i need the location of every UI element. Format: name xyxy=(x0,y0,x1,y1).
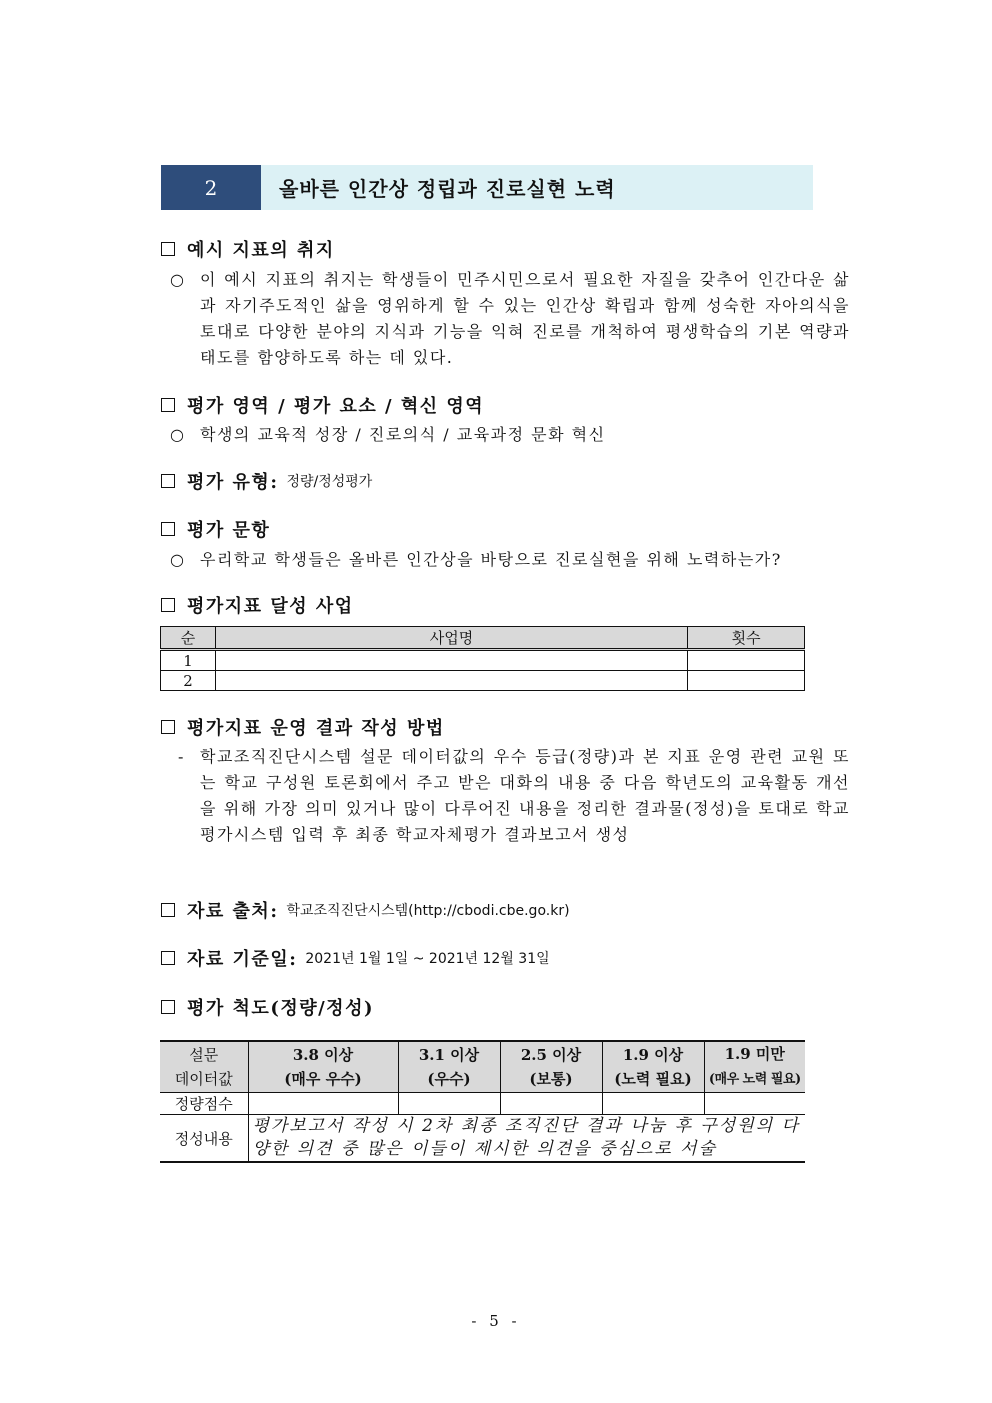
checkbox-square-icon xyxy=(161,474,175,488)
heading-purpose: 예시 지표의 취지 xyxy=(161,236,335,262)
purpose-paragraph: ○ 이 예시 지표의 취지는 학생들이 민주시민으로서 필요한 자질을 갖추어 인간다운 삶과 자기주도적인 삶을 영위하게 할 수 있는 인간상 확립과 함께 성숙한 자아의식을 토대로 다양한 분야의 지식과 기능을 익혀 진로를 개척하여 평생학습의 기본 역량과 태도를 함양하도록 하는 데 있다. xyxy=(170,267,850,371)
table-cell xyxy=(398,1093,500,1115)
table-cell xyxy=(688,671,805,691)
column-header: 순 xyxy=(161,627,216,650)
date-value: 2021년 1월 1일 ~ 2021년 12월 31일 xyxy=(305,951,550,967)
section-title: 올바른 인간상 정립과 진로실현 노력 xyxy=(261,165,813,210)
score-label: 정량점수 xyxy=(160,1093,248,1115)
heading-source: 자료 출처: 학교조직진단시스템(http://cbodi.cbe.go.kr) xyxy=(161,897,570,923)
heading-scale: 평가 척도(정량/정성) xyxy=(161,994,374,1020)
checkbox-square-icon xyxy=(161,951,175,965)
source-value: 학교조직진단시스템(http://cbodi.cbe.go.kr) xyxy=(286,903,570,919)
table-cell xyxy=(500,1093,602,1115)
area-paragraph: ○ 학생의 교육적 성장 / 진로의식 / 교육과정 문화 혁신 xyxy=(170,422,850,448)
heading-area: 평가 영역 / 평가 요소 / 혁신 영역 xyxy=(161,392,484,418)
heading-type: 평가 유형: 정량/정성평가 xyxy=(161,468,372,494)
section-banner xyxy=(161,165,813,210)
content-text: 평가보고서 작성 시 2차 최종 조직진단 결과 나눔 후 구성원의 다양한 의견 중 많은 이들이 제시한 의견을 중심으로 서술 xyxy=(248,1115,805,1163)
column-header: 사업명 xyxy=(215,627,687,650)
column-header: 설문 데이터값 xyxy=(160,1041,248,1093)
scale-table xyxy=(160,1040,805,1163)
table-cell xyxy=(688,650,805,671)
circle-bullet-icon: ○ xyxy=(170,425,186,444)
type-value: 정량/정성평가 xyxy=(286,474,373,490)
table-cell xyxy=(215,671,687,691)
circle-bullet-icon: ○ xyxy=(170,550,186,569)
table-row xyxy=(160,1093,805,1115)
table-row xyxy=(161,671,805,691)
checkbox-square-icon xyxy=(161,720,175,734)
column-header: 1.9 이상 (노력 필요) xyxy=(602,1041,704,1093)
checkbox-square-icon xyxy=(161,398,175,412)
table-row xyxy=(160,1115,805,1163)
checkbox-square-icon xyxy=(161,242,175,256)
heading-projects: 평가지표 달성 사업 xyxy=(161,592,354,618)
heading-method: 평가지표 운영 결과 작성 방법 xyxy=(161,714,445,740)
question-paragraph: ○ 우리학교 학생들은 올바른 인간상을 바탕으로 진로실현을 위해 노력하는가? xyxy=(170,547,850,573)
checkbox-square-icon xyxy=(161,522,175,536)
content-label: 정성내용 xyxy=(160,1115,248,1163)
table-cell xyxy=(602,1093,704,1115)
heading-question: 평가 문항 xyxy=(161,516,270,542)
dash-bullet-icon: - xyxy=(178,747,185,766)
table-cell xyxy=(248,1093,398,1115)
column-header: 1.9 미만 (매우 노력 필요) xyxy=(704,1041,805,1093)
circle-bullet-icon: ○ xyxy=(170,270,186,289)
section-number: 2 xyxy=(161,165,261,210)
column-header: 2.5 이상 (보통) xyxy=(500,1041,602,1093)
column-header: 3.8 이상 (매우 우수) xyxy=(248,1041,398,1093)
table-cell: 1 xyxy=(161,650,216,671)
table-row xyxy=(161,650,805,671)
table-header-row xyxy=(161,627,805,650)
column-header: 3.1 이상 (우수) xyxy=(398,1041,500,1093)
method-paragraph: - 학교조직진단시스템 설문 데이터값의 우수 등급(정량)과 본 지표 운영 관련 교원 또는 학교 구성원 토론회에서 주고 받은 대화의 내용 중 다음 학년도의 교육활동 개선을 위해 가장 의미 있거나 많이 다루어진 내용을 정리한 결과물(정성)을 토대로 학교 평가시스템 입력 후 최종 학교자체평가 결과보고서 생성 xyxy=(178,744,850,848)
checkbox-square-icon xyxy=(161,598,175,612)
column-header: 횟수 xyxy=(688,627,805,650)
checkbox-square-icon xyxy=(161,903,175,917)
page-number: - 5 - xyxy=(471,1312,521,1330)
table-header-row xyxy=(160,1041,805,1093)
table-cell: 2 xyxy=(161,671,216,691)
table-cell xyxy=(704,1093,805,1115)
checkbox-square-icon xyxy=(161,1000,175,1014)
projects-table xyxy=(160,626,805,691)
heading-date: 자료 기준일: 2021년 1월 1일 ~ 2021년 12월 31일 xyxy=(161,945,550,971)
table-cell xyxy=(215,650,687,671)
